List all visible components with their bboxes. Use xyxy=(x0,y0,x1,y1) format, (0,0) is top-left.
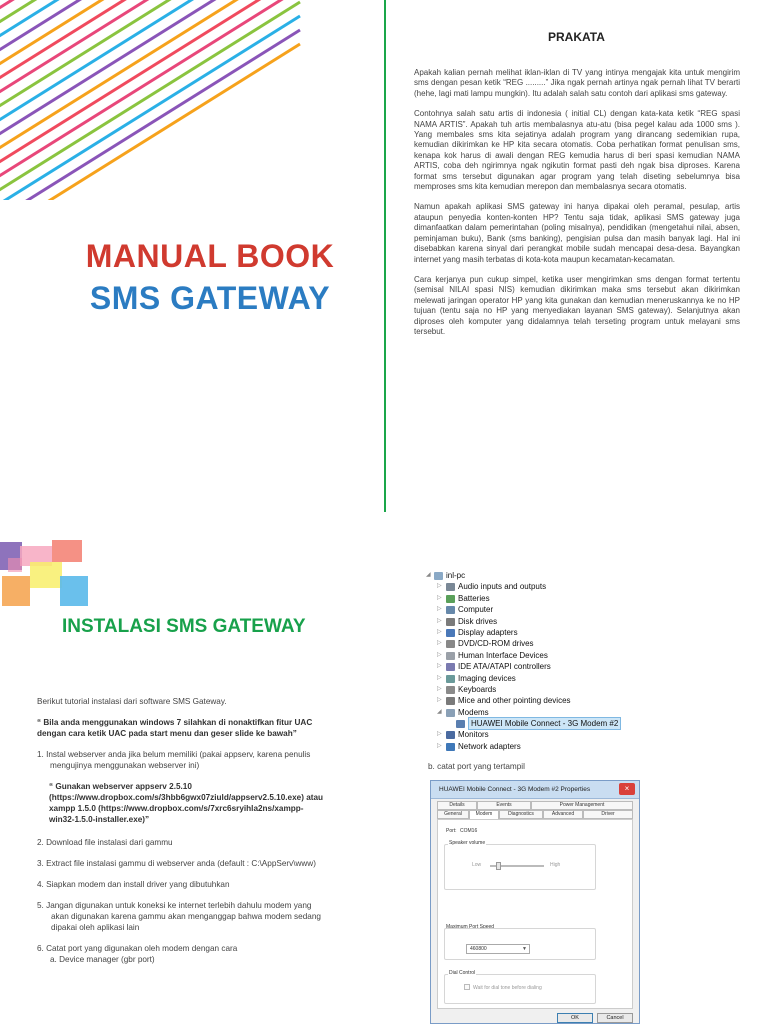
decorative-stripe xyxy=(0,2,300,200)
prakata-paragraph: Apakah kalian pernah melihat iklan-iklan di TV yang intinya mengajak kita untuk mengirim sms dengan pesan ketik “REG .........” Jika ngak pernah artinya ngak pernah lihat TV berarti (hehe, lagi mati lampu mungkin). Itu adalah salah satu contoh dari aplikasi sms gateway. xyxy=(414,68,740,98)
ok-button[interactable]: OK xyxy=(557,1013,593,1023)
expand-arrow-icon[interactable]: ▷ xyxy=(437,606,442,613)
uac-note xyxy=(37,717,365,739)
properties-dialog xyxy=(430,780,640,1024)
tree-item-label: HUAWEI Mobile Connect - 3G Modem #2 xyxy=(468,717,621,730)
device-icon xyxy=(446,595,455,603)
decorative-stripe xyxy=(0,16,300,200)
tree-item-label: DVD/CD-ROM drives xyxy=(458,639,534,649)
wait-dial-tone-label: Wait for dial tone before dialing xyxy=(473,985,542,991)
cover-title-line1: MANUAL BOOK xyxy=(85,238,335,274)
tab-events[interactable]: Events xyxy=(477,801,531,810)
tree-item-label: Human Interface Devices xyxy=(458,650,548,660)
device-icon xyxy=(446,697,455,705)
tree-item-label: Disk drives xyxy=(458,616,498,626)
step-4: 4. Siapkan modem dan install driver yang dibutuhkan xyxy=(37,880,230,889)
step-5 xyxy=(37,900,365,933)
step-2: 2. Download file instalasi dari gammu xyxy=(37,838,173,847)
device-icon xyxy=(446,731,455,739)
expand-arrow-icon[interactable]: ▷ xyxy=(437,685,442,692)
max-port-speed-label: Maximum Port Speed xyxy=(446,924,495,930)
step-1-line: 1. Instal webserver anda jika belum memiliki (pakai appserv, karena penulis xyxy=(37,750,311,759)
step-6a: a. Device manager (gbr port) xyxy=(50,955,155,964)
expand-arrow-icon[interactable]: ▷ xyxy=(437,594,442,601)
close-icon[interactable]: × xyxy=(619,783,635,795)
tab-power-management[interactable]: Power Management xyxy=(531,801,633,810)
port-label: Port: xyxy=(446,828,457,834)
device-icon xyxy=(446,618,455,626)
device-icon xyxy=(446,686,455,694)
tree-item-label: IDE ATA/ATAPI controllers xyxy=(458,662,551,672)
port-speed-select[interactable] xyxy=(466,944,530,954)
tree-item-label: Mice and other pointing devices xyxy=(458,696,571,706)
prakata-paragraph: Namun apakah aplikasi SMS gateway ini hanya dipakai oleh peramal, pesulap, artis ataupun penyedia konten-konten HP? Tentu saja tidak, aplikasi SMS gateway juga dimanfaatkan dalam pemerintahan (poling misalnya), pendidikan (mengetahui nilai, absen, peminjaman buku), Bank (sms banking), pengisian pulsa dan masih banyak lagi. Hal ini disebabkan karena sinyal dari perangkat mobile sudah mencapai desa-desa. Bayangkan internet yang masih terbatas di kota-kota maupun kecamatan-kecamatan. xyxy=(414,202,740,264)
expand-arrow-icon[interactable]: ▷ xyxy=(437,628,442,635)
webserver-note-line: (https://www.dropbox.com/s/3hbb6gwx07ziuld/appserv2.5.10.exe) atau xyxy=(49,793,324,802)
cancel-button[interactable]: Cancel xyxy=(597,1013,633,1023)
speaker-volume-group xyxy=(444,844,596,890)
dialog-titlebar[interactable] xyxy=(431,781,639,799)
device-icon xyxy=(456,720,465,728)
tab-modem[interactable]: Modem xyxy=(469,810,499,819)
step-3: 3. Extract file instalasi gammu di webserver anda (default : C:\AppServ\www) xyxy=(37,859,316,868)
tree-item-label: Keyboards xyxy=(458,684,497,694)
webserver-note-line: win32-1.5.0-installer.exe)” xyxy=(49,815,150,824)
tree-item-label: Modems xyxy=(458,707,489,717)
modem-tab-panel xyxy=(437,819,633,1009)
tab-details[interactable]: Details xyxy=(437,801,477,810)
cover-title-line2: SMS GATEWAY xyxy=(89,280,331,316)
caption-b: b. catat port yang tertampil xyxy=(428,762,525,771)
step-6: 6. Catat port yang digunakan oleh modem dengan cara xyxy=(37,944,238,953)
instalasi-title: INSTALASI SMS GATEWAY xyxy=(62,616,306,637)
instalasi-page xyxy=(0,512,384,1024)
device-icon xyxy=(446,709,455,717)
collapse-arrow-icon[interactable]: ◢ xyxy=(426,572,431,578)
expand-arrow-icon[interactable]: ▷ xyxy=(437,697,442,704)
uac-note-line: dengan cara ketik UAC pada start menu dan geser slide ke bawah” xyxy=(37,729,297,738)
device-icon xyxy=(446,652,455,660)
device-icon xyxy=(446,629,455,637)
webserver-note-line: xampp 1.5.0 (https://www.dropbox.com/s/7xrc6sryihla2ns/xampp- xyxy=(49,804,304,813)
tree-item-label: Network adapters xyxy=(458,741,521,751)
expand-arrow-icon[interactable]: ▷ xyxy=(437,651,442,658)
low-label: Low xyxy=(472,862,482,868)
dialog-title: HUAWEI Mobile Connect - 3G Modem #2 Properties xyxy=(439,786,591,793)
tree-root-label: inl-pc xyxy=(446,571,466,580)
device-icon xyxy=(446,606,455,614)
prakata-paragraph: Contohnya salah satu artis di indonesia ( initial CL) dengan kata-kata ketik “REG spasi NAMA ARTIS”. Apakah tuh artis membalasnya atu-atu (bisa pegel kalau ada 1000 sms ). Yang membales sms kita sejatinya adalah program yang dirancang sedemikian rupa, kemudian dikirimkan ke HP kita secara otomatis. Coba perhatikan format penulisan sms, kenapa kok harus di awali dengan REG kemudia harus di beri spasi kemudian NAMA ARTIS, coba deh ngirimnya ngak ngikutin format pasti deh ngak bisa diproses. Karena format sms tersebut digunakan agar program yang telah diseting sebelumnya bisa memproses sms kita kemudian merepon dan membalasnya secara otomatis. xyxy=(414,109,740,192)
screenshot-page xyxy=(384,512,768,1024)
collapse-arrow-icon[interactable]: ◢ xyxy=(437,708,442,715)
tree-item-label: Computer xyxy=(458,605,494,615)
port-speed-value: 460800 xyxy=(470,946,487,952)
expand-arrow-icon[interactable]: ▷ xyxy=(437,674,442,681)
device-icon xyxy=(446,675,455,683)
step-5-line: dipakai oleh aplikasi lain xyxy=(51,923,140,932)
instalasi-body xyxy=(37,696,365,965)
expand-arrow-icon[interactable]: ▷ xyxy=(437,731,442,738)
tab-advanced[interactable]: Advanced xyxy=(543,810,583,819)
decorative-squares xyxy=(0,540,100,610)
high-label: High xyxy=(550,862,561,868)
speaker-volume-label: Speaker volume xyxy=(449,840,486,846)
step-1 xyxy=(37,749,365,771)
prakata-title: PRAKATA xyxy=(548,30,605,44)
prakata-paragraph: Cara kerjanya pun cukup simpel, ketika user mengirimkan sms dengan format tertentu (semisal NILAI spasi NIS) kemudian dikirimkan maka sms tersebut akan dikirimkan melewati jaringan operator HP yang kita gunakan dan kemudian meneruskannya ke no HP tujuan (tentu saja no HP yang menyediakan layanan SMS gateway). Selanjutnya akan diproses oleh komputer yang didalamnya telah terseting program untuk melayani sms tersebut. xyxy=(414,274,740,336)
webserver-note xyxy=(37,781,365,825)
prakata-page xyxy=(384,0,768,512)
uac-note-line: “ Bila anda menggunakan windows 7 silahkan di nonaktifkan fitur UAC xyxy=(37,718,313,727)
tab-driver[interactable]: Driver xyxy=(583,810,633,819)
expand-arrow-icon[interactable]: ▷ xyxy=(437,663,442,670)
computer-icon xyxy=(434,572,443,580)
expand-arrow-icon[interactable]: ▷ xyxy=(437,742,442,749)
expand-arrow-icon[interactable]: ▷ xyxy=(437,617,442,624)
cover-page xyxy=(0,0,384,512)
device-icon xyxy=(446,583,455,591)
tree-item-label: Display adapters xyxy=(458,627,518,637)
webserver-note-line: “ Gunakan webserver appserv 2.5.10 xyxy=(49,782,192,791)
wait-dial-tone-checkbox[interactable] xyxy=(464,984,470,990)
device-icon xyxy=(446,663,455,671)
device-icon xyxy=(446,743,455,751)
dial-control-label: Dial Control xyxy=(449,970,476,976)
step-5-line: 5. Jangan digunakan untuk koneksi ke internet terlebih dahulu modem yang xyxy=(37,901,312,910)
tab-general[interactable]: General xyxy=(437,810,469,819)
port-value: COM16 xyxy=(460,828,478,834)
tree-item-label: Audio inputs and outputs xyxy=(458,582,547,592)
chevron-down-icon: ▼ xyxy=(522,946,527,952)
intro-text: Berikut tutorial instalasi dari software SMS Gateway. xyxy=(37,697,227,706)
page-divider xyxy=(384,0,386,512)
expand-arrow-icon[interactable]: ▷ xyxy=(437,640,442,647)
tree-item-label: Batteries xyxy=(458,593,490,603)
tree-item-label: Imaging devices xyxy=(458,673,516,683)
prakata-body xyxy=(414,68,740,347)
decorative-stripes xyxy=(0,0,384,200)
expand-arrow-icon[interactable]: ▷ xyxy=(437,583,442,590)
step-1-line: mengujinya menggunakan webserver ini) xyxy=(50,761,200,770)
tree-item-label: Monitors xyxy=(458,730,489,740)
tab-diagnostics[interactable]: Diagnostics xyxy=(499,810,543,819)
volume-slider-thumb[interactable] xyxy=(496,862,501,870)
step-5-line: akan digunakan karena gammu akan menganggap bahwa modem sedang xyxy=(51,912,321,921)
device-icon xyxy=(446,640,455,648)
